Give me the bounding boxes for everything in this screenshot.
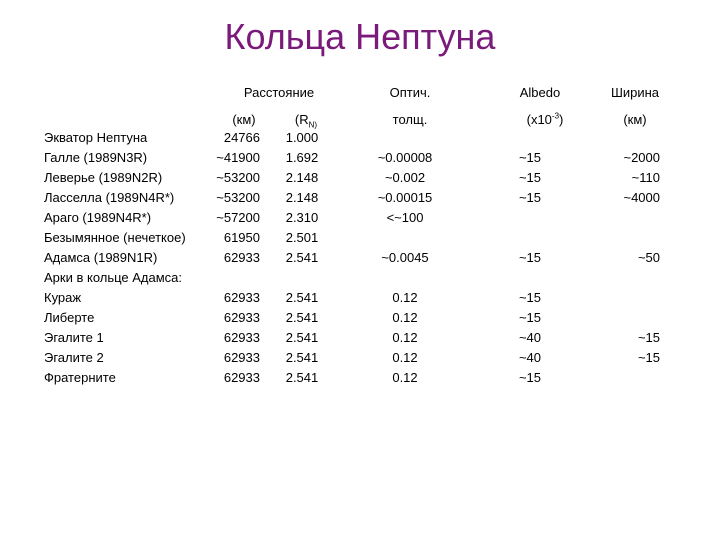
cell-tau: ~0.00015 (377, 190, 433, 205)
cell-tau: ~0.0045 (381, 250, 429, 265)
header-albedo: Albedo (519, 85, 561, 100)
cell-tau: <~100 (386, 210, 424, 225)
cell-albedo: ~15 (518, 190, 542, 205)
cell-width: ~110 (631, 170, 660, 185)
cell-rn: 2.541 (285, 290, 319, 305)
cell-rn: 2.541 (285, 370, 319, 385)
cell-rn: 2.310 (285, 210, 319, 225)
cell-albedo: ~15 (518, 310, 542, 325)
cell-rn: 2.541 (285, 330, 319, 345)
cell-tau: 0.12 (392, 370, 418, 385)
cell-km: 62933 (223, 250, 260, 265)
cell-rn: 1.692 (285, 150, 319, 165)
cell-rn: 2.501 (285, 230, 319, 245)
cell-name: Кураж (44, 290, 82, 305)
cell-km: 62933 (223, 290, 260, 305)
cell-km: 62933 (223, 350, 260, 365)
cell-name: Ласселла (1989N4R*) (44, 190, 175, 205)
cell-albedo: ~15 (518, 370, 542, 385)
cell-name: Галле (1989N3R) (44, 150, 148, 165)
header-albedo-unit: $(x10^{-3})$ (526, 111, 564, 127)
cell-km: ~53200 (216, 190, 260, 205)
cell-albedo: ~40 (518, 350, 542, 365)
cell-name: Адамса (1989N1R) (44, 250, 158, 265)
header-optical-depth: Оптич. (389, 85, 431, 100)
cell-rn: 2.541 (285, 310, 319, 325)
cell-km: ~57200 (216, 210, 260, 225)
cell-tau: 0.12 (392, 310, 418, 325)
cell-name: Экватор Нептуна (44, 130, 148, 145)
cell-width: ~15 (637, 330, 660, 345)
header-optical-depth-line2: толщ. (392, 112, 428, 127)
cell-km: ~41900 (216, 150, 260, 165)
cell-name: Эгалите 2 (44, 350, 104, 365)
cell-km: 61950 (223, 230, 260, 245)
cell-width: ~15 (637, 350, 660, 365)
cell-tau: 0.12 (392, 350, 418, 365)
cell-albedo: ~15 (518, 290, 542, 305)
cell-albedo: ~15 (518, 170, 542, 185)
header-distance: Расстояние (243, 85, 315, 100)
cell-albedo: ~40 (518, 330, 542, 345)
cell-rn: 1.000 (285, 130, 319, 145)
cell-width: ~4000 (623, 190, 660, 205)
cell-km: ~53200 (216, 170, 260, 185)
cell-name: Эгалите 1 (44, 330, 104, 345)
cell-rn: 2.541 (285, 250, 319, 265)
cell-tau: 0.12 (392, 330, 418, 345)
cell-km: 24766 (223, 130, 260, 145)
cell-name: Либерте (44, 310, 95, 325)
page-title: Кольца Нептуна (224, 16, 496, 57)
cell-tau: ~0.00008 (377, 150, 433, 165)
cell-name: Араго (1989N4R*) (44, 210, 152, 225)
cell-km: 62933 (223, 310, 260, 325)
cell-width: ~50 (637, 250, 660, 265)
cell-tau: ~0.002 (384, 170, 426, 185)
cell-albedo: ~15 (518, 150, 542, 165)
cell-km: 62933 (223, 370, 260, 385)
header-width: Ширина (610, 85, 660, 100)
cell-rn: 2.148 (285, 190, 319, 205)
header-width-unit: (км) (623, 112, 647, 127)
cell-tau: 0.12 (392, 290, 418, 305)
cell-name: Арки в кольце Адамса: (44, 270, 183, 285)
header-km-unit: (км) (232, 112, 256, 127)
cell-width: ~2000 (623, 150, 660, 165)
cell-rn: 2.541 (285, 350, 319, 365)
cell-name: Леверье (1989N2R) (44, 170, 163, 185)
cell-albedo: ~15 (518, 250, 542, 265)
cell-name: Безымянное (нечеткое) (44, 230, 186, 245)
cell-km: 62933 (223, 330, 260, 345)
header-rn-unit: ($R_{N)}$ (294, 112, 318, 130)
cell-name: Фратерните (44, 370, 116, 385)
cell-rn: 2.148 (285, 170, 319, 185)
